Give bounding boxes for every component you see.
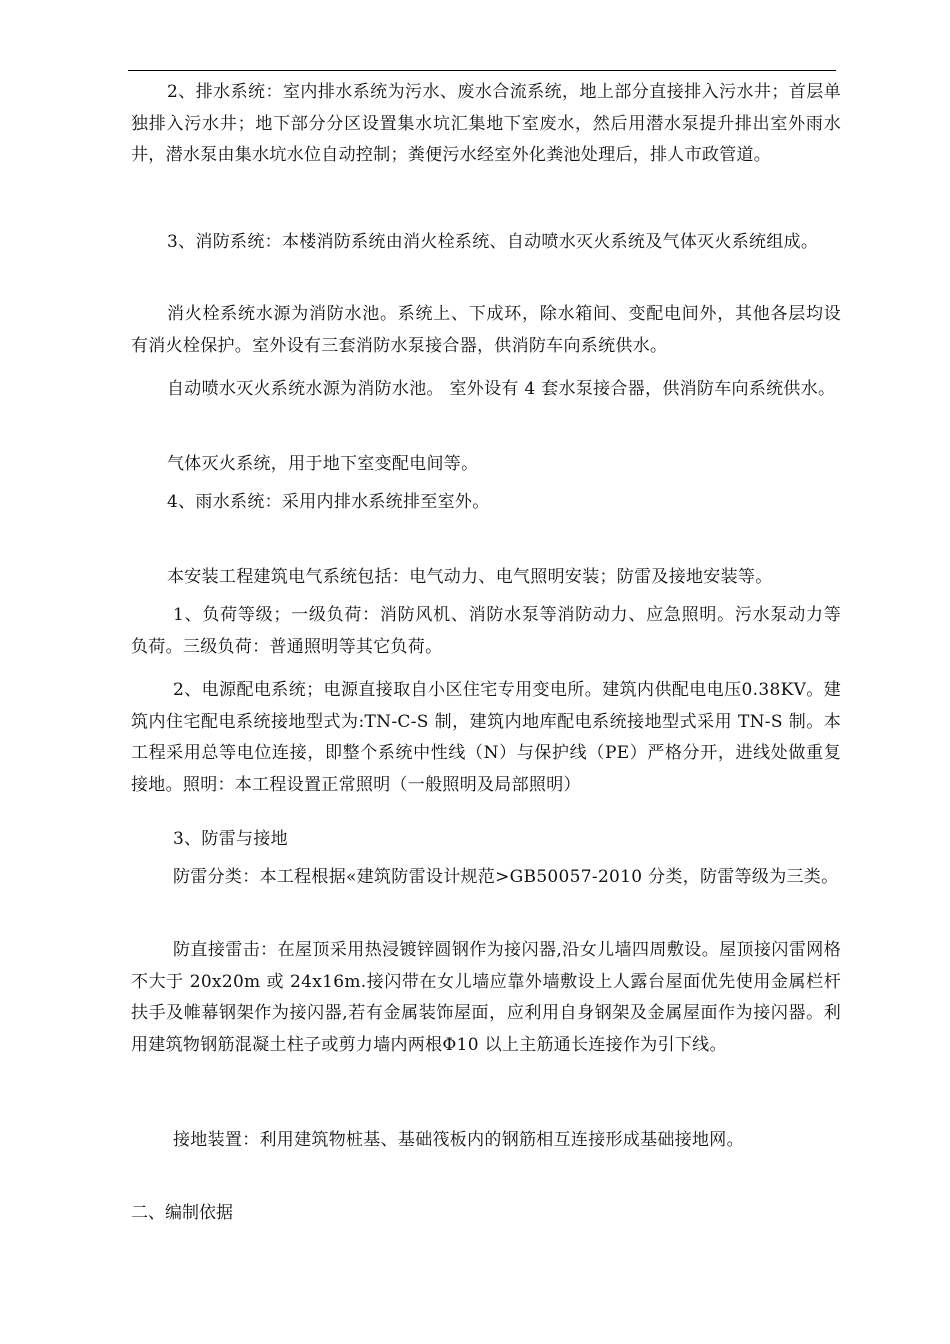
- paragraph-power-supply: 2、电源配电系统；电源直接取自小区住宅专用变电所。建筑内供配电电压0.38KV。建筑内住宅配电系统接地型式为:TN-C-S 制，建筑内地库配电系统接地型式采用 TN-S 制。本工程采用总等电位连接，即整个系统中性线（N）与保护线（PE）严格分开，进线处做重复接地。照明：本工程设置正常照明（一般照明及局部照明）: [131, 680, 841, 795]
- paragraph-gas-suppression: 气体灭火系统，用于地下室变配电间等。: [167, 454, 479, 474]
- paragraph-direct-strike: 防直接雷击：在屋顶采用热浸镀锌圆钢作为接闪器,沿女儿墙四周敷设。屋顶接闪雷网格不大于 20x20m 或 24x16m.接闪带在女儿墙应靠外墙敷设上人露台屋面优先使用金属栏杆扶手及帷幕钢架作为接闪器,若有金属装饰屋面，应利用自身钢架及金属屋面作为接闪器。利用建筑物钢筋混凝土柱子或剪力墙内两根Φ10 以上主筋通长连接作为引下线。: [131, 940, 841, 1055]
- paragraph-fire-system: 3、消防系统：本楼消防系统由消火栓系统、自动喷水灭火系统及气体灭火系统组成。: [167, 232, 819, 252]
- paragraph-rainwater: 4、雨水系统：采用内排水系统排至室外。: [167, 492, 490, 512]
- paragraph-drainage: 2、排水系统：室内排水系统为污水、废水合流系统，地上部分直接排入污水井；首层单独排入污水井；地下部分分区设置集水坑汇集地下室废水，然后用潜水泵提升排出室外雨水井，潜水泵由集水坑水位自动控制；粪便污水经室外化粪池处理后，排人市政管道。: [131, 82, 841, 165]
- paragraph-load-class: 1、负荷等级；一级负荷：消防风机、消防水泵等消防动力、应急照明。污水泵动力等负荷。三级负荷：普通照明等其它负荷。: [131, 605, 841, 657]
- paragraph-electrical-intro: 本安装工程建筑电气系统包括：电气动力、电气照明安装；防雷及接地安装等。: [167, 567, 773, 587]
- header-rule: [128, 70, 836, 71]
- section-heading: 二、编制依据: [131, 1203, 233, 1223]
- paragraph-lightning-class: 防雷分类：本工程根据«建筑防雷设计规范>GB50057-2010 分类，防雷等级为三类。: [173, 867, 839, 887]
- paragraph-sprinkler: 自动喷水灭火系统水源为消防水池。 室外设有 4 套水泵接合器，供消防车向系统供水。: [167, 379, 836, 399]
- paragraph-grounding: 接地装置：利用建筑物桩基、基础筏板内的钢筋相互连接形成基础接地网。: [173, 1130, 744, 1150]
- paragraph-hydrant: 消火栓系统水源为消防水池。系统上、下成环，除水箱间、变配电间外，其他各层均设有消火栓保护。室外设有三套消防水泵接合器，供消防车向系统供水。: [131, 304, 841, 356]
- paragraph-lightning-title: 3、防雷与接地: [173, 829, 288, 849]
